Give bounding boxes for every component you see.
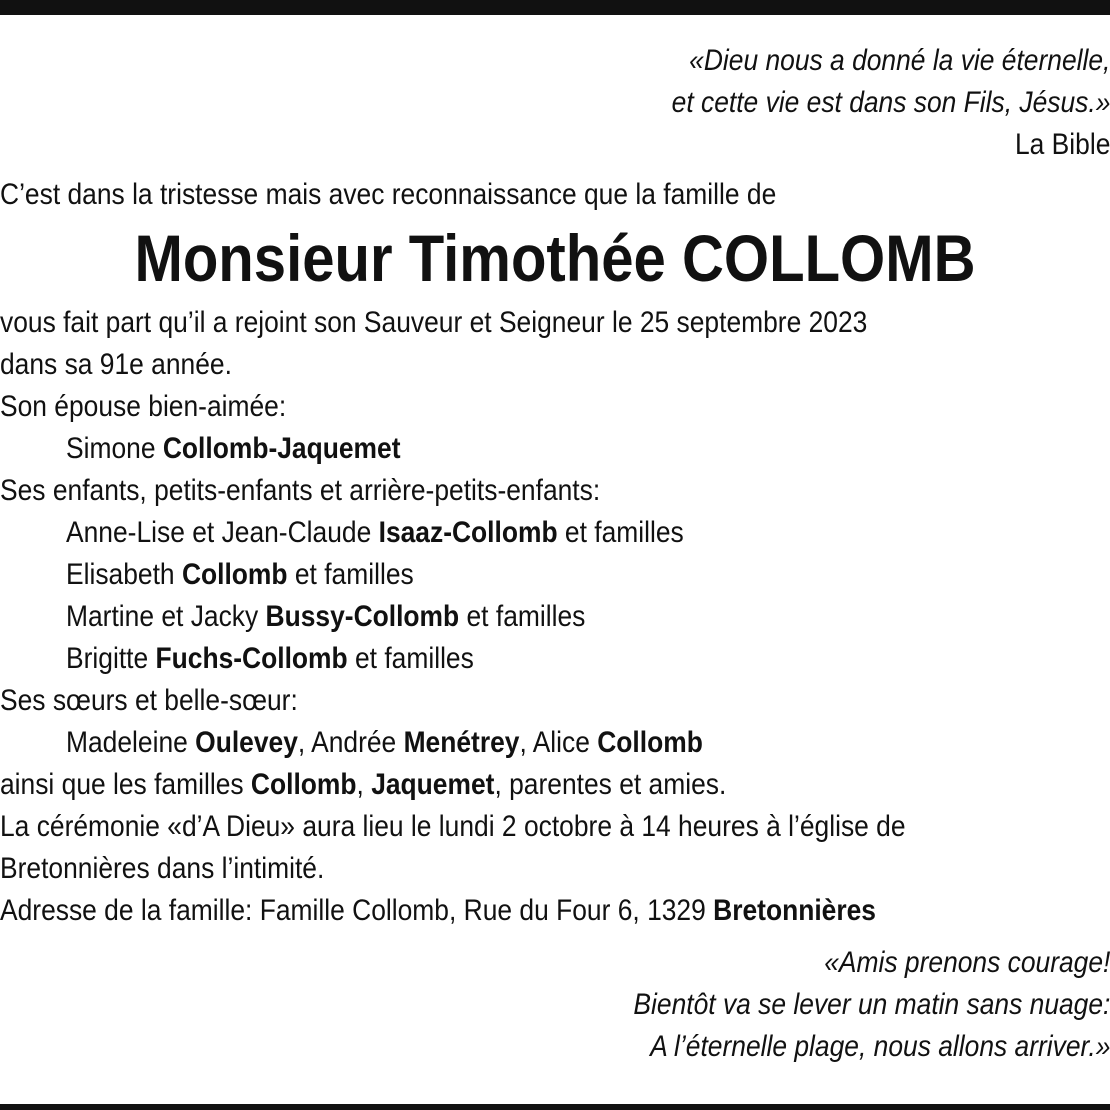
family-address (0, 890, 1110, 932)
opening-quote (0, 40, 1110, 166)
spouse-first-name: Simone (66, 432, 163, 465)
opening-quote-line-2: et cette vie est dans son Fils, Jésus.» (671, 86, 1110, 119)
child-last-name: Fuchs-Collomb (155, 642, 348, 675)
address-place: Bretonnières (713, 894, 876, 927)
child-last-name: Isaaz-Collomb (378, 516, 558, 549)
child-first-names: Elisabeth (66, 558, 182, 591)
child-first-names: Anne-Lise et Jean-Claude (66, 516, 379, 549)
spouse-entry (0, 428, 1110, 470)
child-suffix: et familles (347, 642, 474, 675)
deceased-name: Monsieur Timothée COLLOMB (134, 221, 976, 295)
closing-quote-line-2: Bientôt va se lever un matin sans nuage: (633, 988, 1110, 1021)
sisters-entry (0, 722, 1110, 764)
obituary-notice (0, 40, 1110, 1068)
sisters-heading: Ses sœurs et belle-sœur: (0, 684, 298, 717)
sister-last-name: Menétrey (403, 726, 520, 759)
child-suffix: et familles (557, 516, 684, 549)
closing-quote (0, 942, 1110, 1068)
closing-quote-line-1: «Amis prenons courage! (823, 946, 1110, 979)
sister-first-name: Madeleine (66, 726, 196, 759)
opening-quote-line-1: «Dieu nous a donné la vie éternelle, (688, 44, 1110, 77)
child-suffix: et familles (287, 558, 414, 591)
sister-last-name: Oulevey (195, 726, 298, 759)
families-separator: , (356, 768, 372, 801)
children-heading: Ses enfants, petits-enfants et arrière-petits-enfants: (0, 474, 601, 507)
child-entry (0, 596, 1110, 638)
child-entry (0, 638, 1110, 680)
top-rule (0, 0, 1110, 15)
child-first-names: Martine et Jacky (66, 600, 266, 633)
families-line (0, 764, 1110, 806)
closing-quote-line-3: A l’éternelle plage, nous allons arriver.» (649, 1030, 1110, 1063)
spouse-heading: Son épouse bien-aimée: (0, 390, 287, 423)
child-last-name: Bussy-Collomb (265, 600, 460, 633)
family-name: Collomb (250, 768, 357, 801)
spouse-last-name: Collomb-Jaquemet (162, 432, 401, 465)
sister-last-name: Collomb (597, 726, 703, 759)
bottom-rule (0, 1104, 1110, 1110)
child-entry (0, 554, 1110, 596)
families-prefix: ainsi que les familles (0, 768, 251, 801)
child-last-name: Collomb (181, 558, 288, 591)
child-first-names: Brigitte (66, 642, 156, 675)
families-suffix: , parentes et amies. (494, 768, 727, 801)
announcement-line-1: vous fait part qu’il a rejoint son Sauveur et Seigneur le 25 septembre 2023 (0, 306, 868, 339)
ceremony-line-2: Bretonnières dans l’intimité. (0, 852, 325, 885)
child-entry (0, 512, 1110, 554)
opening-quote-source: La Bible (1014, 128, 1110, 161)
family-name: Jaquemet (371, 768, 495, 801)
announcement-line-2: dans sa 91e année. (0, 348, 232, 381)
intro-text: C’est dans la tristesse mais avec reconnaissance que la famille de (0, 178, 777, 211)
ceremony-line-1: La cérémonie «d’A Dieu» aura lieu le lundi 2 octobre à 14 heures à l’église de (0, 810, 906, 843)
child-suffix: et familles (459, 600, 586, 633)
sister-separator: , Andrée (297, 726, 404, 759)
address-text: Adresse de la famille: Famille Collomb, Rue du Four 6, 1329 (0, 894, 714, 927)
sister-separator: , Alice (519, 726, 598, 759)
